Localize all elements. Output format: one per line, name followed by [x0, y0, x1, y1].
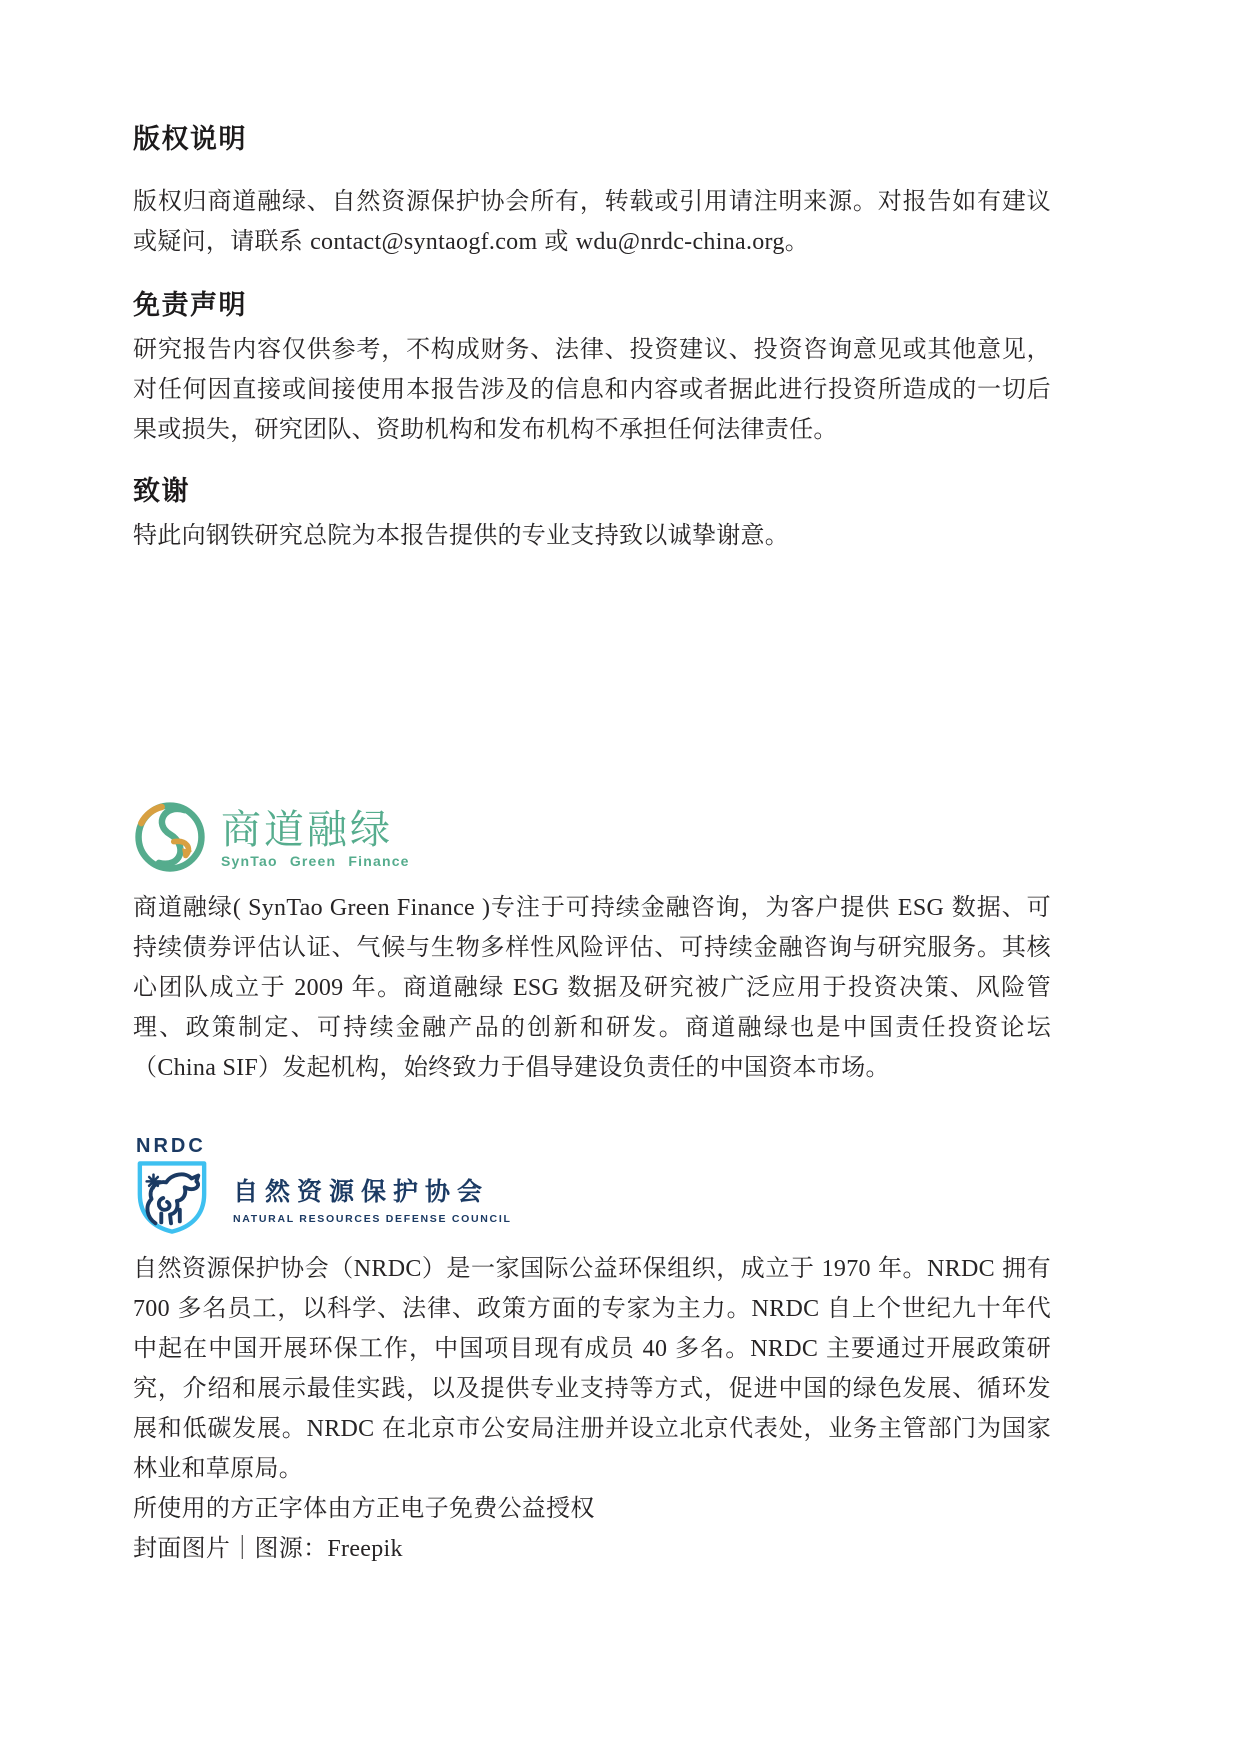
syntao-logo: [133, 800, 1051, 874]
cover-image-credit: 封面图片｜图源：Freepik: [133, 1535, 403, 1562]
syntao-logo-cn: 商道融绿: [221, 808, 393, 852]
nrdc-logo-en: NATURAL RESOURCES DEFENSE COUNCIL: [233, 1213, 512, 1225]
nrdc-logo: [133, 1135, 1051, 1235]
syntao-description: 商道融绿( SynTao Green Finance )专注于可持续金融咨询，为客户提供 ESG 数据、可持续债券评估认证、气候与生物多样性风险评估、可持续金融咨询与研究服务。其核心团队成立于 2009 年。商道融绿 ESG 数据及研究被广泛应用于投资决策、风险管理、政策制定、可持续金融产品的创新和研发。商道融绿也是中国责任投资论坛（China SIF）发起机构，始终致力于倡导建设负责任的中国资本市场。: [133, 894, 1051, 1081]
nrdc-logo-acronym: NRDC: [136, 1135, 206, 1157]
acknowledgement-heading: 致谢: [133, 476, 190, 506]
syntao-logo-names: [221, 808, 410, 869]
nrdc-description: 自然资源保护协会（NRDC）是一家国际公益环保组织，成立于 1970 年。NRDC 拥有 700 多名员工，以科学、法律、政策方面的专家为主力。NRDC 自上个世纪九十年代中起在中国开展环保工作，中国项目现有成员 40 多名。NRDC 主要通过开展政策研究，介绍和展示最佳实践，以及提供专业支持等方式，促进中国的绿色发展、循环发展和低碳发展。NRDC 在北京市公安局注册并设立北京代表处，业务主管部门为国家林业和草原局。: [133, 1255, 1051, 1482]
copyright-text: 版权归商道融绿、自然资源保护协会所有，转载或引用请注明来源。对报告如有建议或疑问，请联系 contact@syntaogf.com 或 wdu@nrdc-china.org。: [133, 188, 1051, 255]
nrdc-logo-cn: 自然资源保护协会: [233, 1178, 490, 1206]
syntao-s-circle-icon: [133, 800, 207, 874]
nrdc-logo-row: [133, 1159, 1051, 1235]
polar-bear-shield-icon: [133, 1159, 211, 1235]
acknowledgement-text: 特此向钢铁研究总院为本报告提供的专业支持致以诚挚谢意。: [133, 522, 790, 549]
disclaimer-heading: 免责声明: [133, 290, 247, 320]
copyright-heading: 版权说明: [133, 124, 247, 154]
disclaimer-text: 研究报告内容仅供参考，不构成财务、法律、投资建议、投资咨询意见或其他意见，对任何因直接或间接使用本报告涉及的信息和内容或者据此进行投资所造成的一切后果或损失，研究团队、资助机构和发布机构不承担任何法律责任。: [133, 336, 1051, 443]
page-content: [133, 0, 1051, 1569]
syntao-logo-en: SynTao Green Finance: [221, 853, 410, 869]
font-license-note: 所使用的方正字体由方正电子免费公益授权: [133, 1495, 595, 1522]
nrdc-logo-names: [233, 1159, 512, 1225]
